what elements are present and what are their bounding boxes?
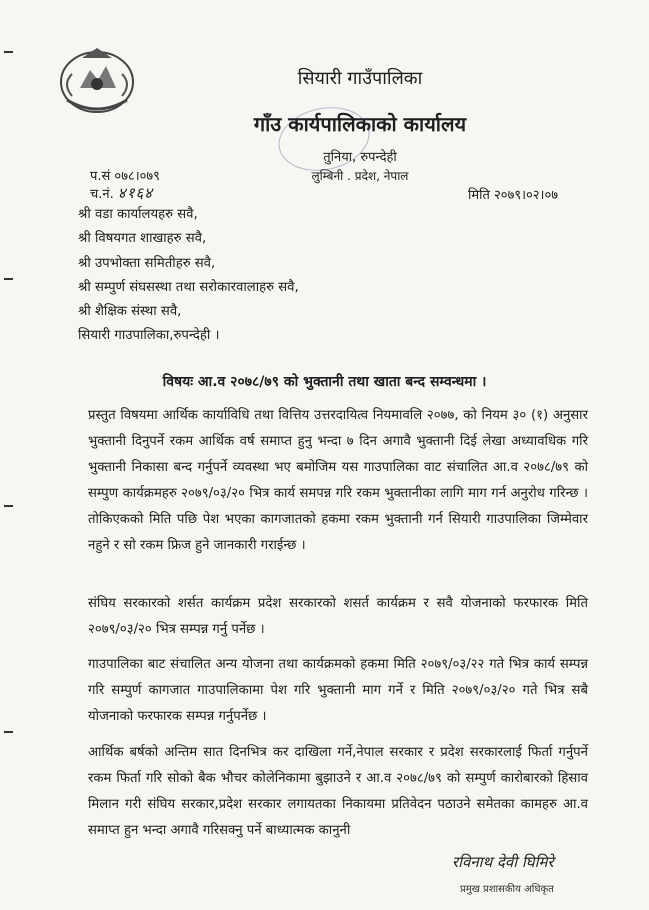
- letter-date: मिति २०७९।०२।०७: [468, 188, 558, 203]
- body-paragraph: संघिय सरकारको शर्सत कार्यक्रम प्रदेश सरकारको शसर्त कार्यक्रम र सवै योजनाको फरफारक मिति २०७९/०३/२० भित्र सम्पन्न गर्नु पर्नेछ ।: [88, 596, 588, 637]
- margin-mark: [4, 51, 13, 53]
- recipient-line: श्री सम्पुर्ण संघसस्था तथा सरोकारवालाहरु सवै,: [78, 279, 299, 295]
- signature: रविनाथ देवी घिमिरे: [452, 853, 554, 871]
- body-paragraph: गाउपालिका बाट संचालित अन्य योजना तथा कार्यक्रमको हकमा मिति २०७९/०३/२२ गते भित्र कार्य सम्पन्न गरि सम्पुर्ण कागजात गाउपालिकामा पेश गरि भुक्तानी माग गर्ने र मिति २०७९/०३/२० गते भित्र सबै योजनाको फरफारक सम्पन्न गर्नुपर्नेछ ।: [88, 657, 588, 724]
- margin-mark: [4, 731, 13, 733]
- office-province: लुम्बिनी . प्रदेश, नेपाल: [311, 169, 409, 183]
- chalani-row: [90, 183, 153, 203]
- recipient-line: श्री उपभोक्ता समितीहरु सवै,: [78, 255, 216, 271]
- patra-sankhya: प.सं ०७८।०७९: [90, 169, 160, 184]
- body-paragraph: प्रस्तुत विषयमा आर्थिक कार्याविधि तथा वित्तिय उत्तरदायित्व नियमावलि २०७७, को नियम ३० (१) अनुसार भुक्तानी दिनुपर्ने रकम आर्थिक वर्ष समाप्त हुनु भन्दा ७ दिन अगावै भुक्तानी दिई लेखा अध्यावधिक गरि भुक्तानी निकासा बन्द गर्नुपर्ने व्यवस्था भए बमोजिम यस गाउपालिका वाट संचालित आ.व २०७८/७९ को सम्पुण कार्यक्रमहरु २०७९/०३/२० भित्र कार्य समपन्न गरि रकम भुक्तानीका लागि माग गर्न अनुरोध गरिन्छ । तोकिएकको मिति पछि पेश भएका कागजातको हकमा रकम भुक्तानी गर्न सियारी गाउपालिका जिम्मेवार नहुने र सो रकम फ्रिज हुने जानकारी गराईन्छ ।: [88, 408, 588, 553]
- chalani-number: ४१६४: [117, 184, 154, 202]
- office-name: सियारी गाउँपालिका: [297, 68, 423, 89]
- chalani-label: च.नं.: [90, 187, 114, 202]
- office-type: गाँउ कार्यपालिकाको कार्यालय: [253, 112, 467, 136]
- recipient-line: सियारी गाउपालिका,रुपन्देही ।: [78, 328, 220, 344]
- body-paragraph: आर्थिक बर्षको अन्तिम सात दिनभित्र कर दाखिला गर्ने,नेपाल सरकार र प्रदेश सरकारलाई फिर्ता गर्नुपर्ने रकम फिर्ता गरि सोको बैक भौचर कोलेनिकामा बुझाउने र आ.व २०७८/७९ को सम्पुर्ण कारोबारको हिसाव मिलान गरी संघिय सरकार,प्रदेश सरकार लगायतका निकायमा प्रतिवेदन पठाउने समेतका कामहरु आ.व समाप्त हुन भन्दा अगावै गरिसक्नु पर्ने बाध्यात्मक कानुनी: [88, 745, 588, 838]
- office-location: तुनिया, रुपन्देही: [323, 150, 397, 165]
- recipient-line: श्री वडा कार्यालयहरु सवै,: [78, 207, 198, 222]
- recipient-line: श्री शैक्षिक संस्था सवै,: [78, 304, 182, 320]
- recipient-line: श्री विषयगत शाखाहरु सवै,: [78, 231, 207, 247]
- signatory-title: प्रमुख प्रशासकीय अधिकृत: [460, 884, 554, 895]
- nepal-emblem-icon: [52, 40, 142, 120]
- letter-subject: विषयः आ.व २०७८/७९ को भुक्तानी तथा खाता बन्द सम्वन्धमा ।: [162, 374, 487, 390]
- margin-mark: [4, 505, 13, 507]
- margin-mark: [4, 278, 13, 280]
- recipient-list: [78, 203, 299, 349]
